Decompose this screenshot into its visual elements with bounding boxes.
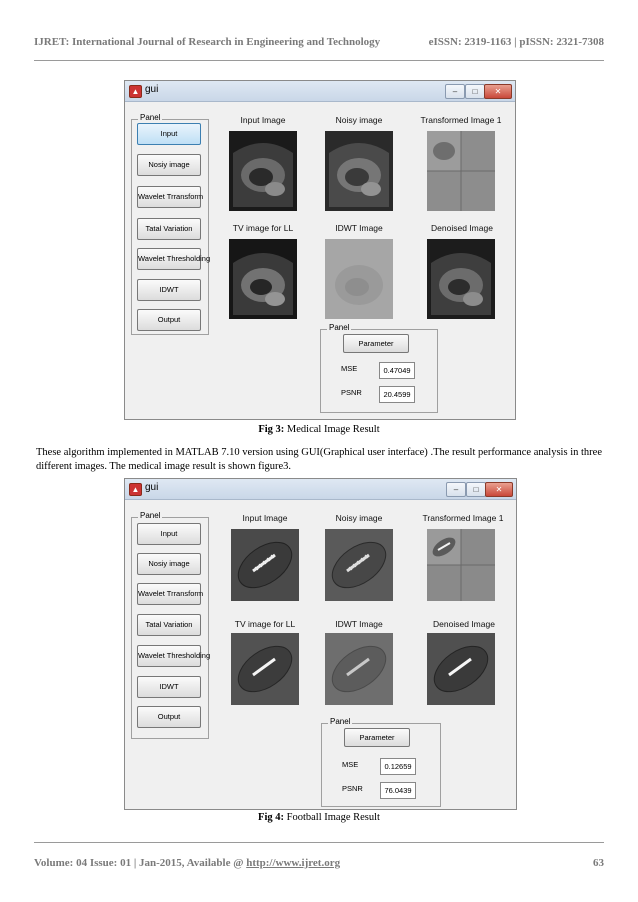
tv-image [231,633,299,705]
mse-value: 0.47049 [379,362,415,379]
caption-label: Fig 3: [258,424,285,435]
input-image-label: Input Image [242,513,288,523]
issn-info: eISSN: 2319-1163 | pISSN: 2321-7308 [428,36,604,48]
output-button[interactable]: Output [137,309,201,331]
parameter-button[interactable]: Parameter [343,334,409,353]
wavelet-thresholding-button[interactable]: Wavelet Thresholding [137,645,201,667]
panel-legend: Panel [140,511,161,520]
tv-image-label: TV image for LL [232,223,294,233]
figure-4-caption [0,812,638,823]
noisy-image [325,529,393,601]
footer-rule [34,842,604,843]
noisy-image-button[interactable]: Nosiy image [137,553,201,575]
noisy-image-label: Noisy image [335,115,383,125]
window-title: gui [145,84,159,95]
volume-text: Volume: 04 Issue: 01 | Jan-2015, Available @ [34,857,247,869]
mse-label: MSE [342,760,359,769]
parameter-button[interactable]: Parameter [344,728,410,747]
parameter-panel [321,717,441,807]
psnr-label: PSNR [342,784,363,793]
idwt-image-label: IDWT Image [335,619,383,629]
denoised-image-label: Denoised Image [433,619,495,629]
figure-3-caption [0,424,638,435]
input-image-label: Input Image [240,115,286,125]
wavelet-transform-button[interactable]: Wavelet Trransform [137,583,201,605]
maximize-icon[interactable]: □ [465,84,485,99]
idwt-image [325,239,393,319]
page-number: 63 [593,857,604,869]
transformed-image [427,131,495,211]
minimize-icon[interactable]: – [445,84,465,99]
tv-image [229,239,297,319]
gui-window-fig4 [124,478,517,810]
wavelet-transform-button[interactable]: Wavelet Trransform [137,186,201,208]
denoised-image [427,633,495,705]
noisy-image [325,131,393,211]
minimize-icon[interactable]: – [446,482,466,497]
input-image [229,131,297,211]
mse-value: 0.12659 [380,758,416,775]
panel-legend: Panel [140,113,161,122]
body-paragraph: These algorithm implemented in MATLAB 7.10 version using GUI(Graphical user interface) .The result performance analysis in three different images. The medical image result is shown figure3. [36,447,602,472]
caption-text: Medical Image Result [284,424,380,435]
window-titlebar [125,81,515,102]
denoised-image [427,239,495,319]
input-button[interactable]: Input [137,123,201,145]
matlab-icon: ▲ [129,85,142,98]
idwt-image-label: IDWT Image [335,223,383,233]
noisy-image-label: Noisy image [335,513,383,523]
idwt-button[interactable]: IDWT [137,676,201,698]
volume-info [34,857,340,869]
input-image [231,529,299,601]
noisy-image-button[interactable]: Nosiy image [137,154,201,176]
running-footer [34,857,604,869]
idwt-image [325,633,393,705]
window-title: gui [145,482,159,493]
psnr-value: 76.0439 [380,782,416,799]
wavelet-thresholding-button[interactable]: Wavelet Thresholding [137,248,201,270]
transformed-image-label: Transformed Image 1 [420,115,502,125]
journal-name: IJRET: International Journal of Research in Engineering and Technology [34,36,381,48]
button-panel [131,511,211,739]
close-icon[interactable]: ✕ [485,482,513,497]
mse-label: MSE [341,364,358,373]
caption-text: Football Image Result [284,812,380,823]
header-rule [34,60,604,61]
button-panel [131,113,211,335]
tv-image-label: TV image for LL [234,619,296,629]
parameter-panel-legend: Panel [329,323,350,332]
gui-window-fig3 [124,80,516,420]
running-header [34,36,604,48]
matlab-icon: ▲ [129,483,142,496]
transformed-image-label: Transformed Image 1 [422,513,504,523]
close-icon[interactable]: ✕ [484,84,512,99]
input-button[interactable]: Input [137,523,201,545]
total-variation-button[interactable]: Tatal Variation [137,218,201,240]
transformed-image [427,529,495,601]
denoised-image-label: Denoised Image [431,223,493,233]
maximize-icon[interactable]: □ [466,482,486,497]
idwt-button[interactable]: IDWT [137,279,201,301]
psnr-label: PSNR [341,388,362,397]
journal-link[interactable]: http://www.ijret.org [246,857,341,869]
total-variation-button[interactable]: Tatal Variation [137,614,201,636]
psnr-value: 20.4599 [379,386,415,403]
output-button[interactable]: Output [137,706,201,728]
caption-label: Fig 4: [258,812,284,823]
parameter-panel [320,323,438,413]
parameter-panel-legend: Panel [330,717,351,726]
window-titlebar [125,479,516,500]
